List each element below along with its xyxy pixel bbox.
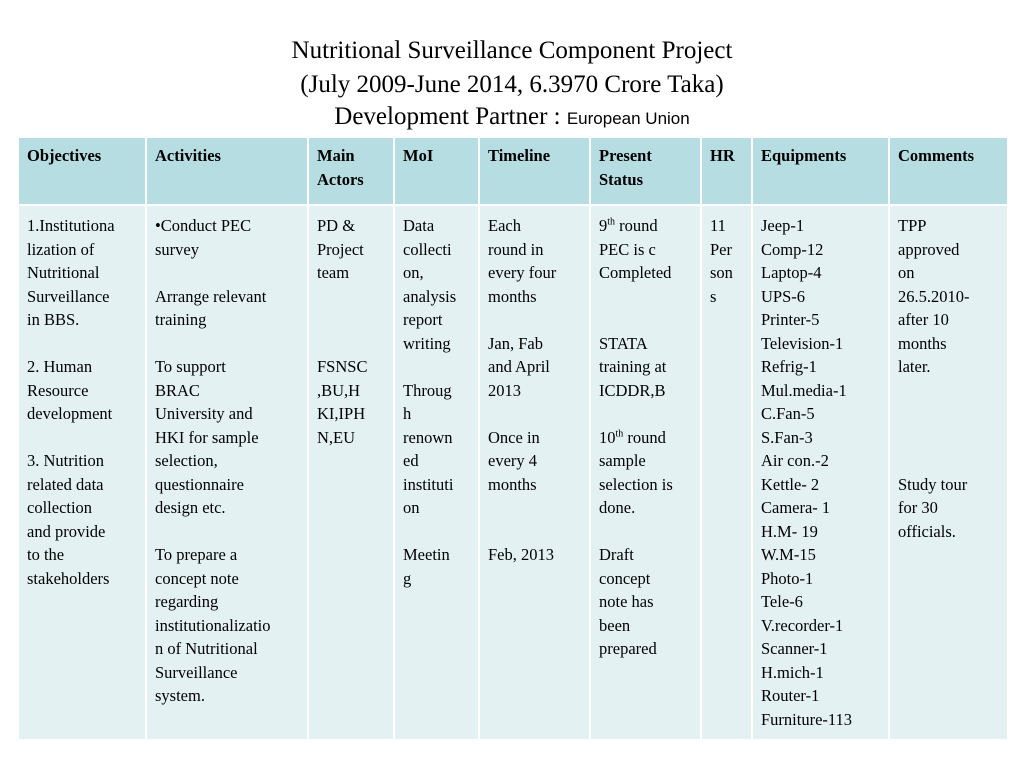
equipment-item: Photo-1 [761,568,814,588]
hr-line: 11 [710,216,726,235]
moi-line: renown [403,427,453,447]
hr-line: s [710,286,717,306]
equipment-item: C.Fan-5 [761,404,815,423]
header-objectives: Objectives [18,137,146,205]
timeline-line: round in [488,239,544,259]
status-line: selection is [599,474,673,494]
objective-line: collection [27,498,93,517]
objective-line: Resource [27,380,89,400]
equipment-item: Router-1 [761,686,820,705]
cell-comments [889,205,1008,740]
cell-hr [701,205,752,740]
status-line: been [599,615,631,635]
comment-line: months [898,333,947,353]
status-ordinal: 9 [599,216,608,235]
comment-line: TPP [898,216,927,235]
actor-line: PD & [317,216,356,235]
header-present-status: Present Status [590,137,701,205]
equipment-item: S.Fan-3 [761,427,813,447]
activity-line: system. [155,686,205,705]
title-line-1: Nutritional Surveillance Component Project [291,37,733,64]
title-line-2: (July 2009-June 2014, 6.3970 Crore Taka) [300,71,724,98]
status-line [599,214,692,238]
activity-line: training [155,310,207,329]
comment-line: 26.5.2010- [898,286,970,306]
moi-line: Data [403,216,435,235]
status-text: round [615,216,658,235]
moi-line: h [403,404,412,423]
activity-line: questionnaire [155,474,244,494]
cell-present-status [590,205,701,740]
status-line: Completed [599,263,672,282]
timeline-line: months [488,286,537,306]
objective-line: 3. Nutrition [27,451,104,470]
equipment-item: Kettle- 2 [761,474,820,494]
status-line: ICDDR,B [599,380,666,400]
activity-line: HKI for sample [155,427,259,447]
moi-line: report [403,310,443,329]
objective-line: Surveillance [27,286,110,306]
objective-line: 2. Human [27,357,93,376]
timeline-line: Once in [488,427,540,447]
cell-timeline [479,205,590,740]
status-ordinal: 10 [599,427,616,447]
equipment-item: H.mich-1 [761,662,824,682]
comment-line: officials. [898,521,956,541]
equipment-item: Tele-6 [761,592,803,611]
activity-line: BRAC [155,380,200,400]
moi-line: ed [403,451,419,470]
development-partner-label: Development Partner : [334,103,567,130]
objective-line: lization of [27,239,95,259]
moi-line: collecti [403,239,452,259]
equipment-item: Laptop-4 [761,263,822,282]
comment-line: Study tour [898,474,968,494]
objective-line: development [27,404,113,423]
activity-line: n of Nutritional [155,639,258,658]
equipment-item: UPS-6 [761,286,806,306]
timeline-line: every four [488,263,557,282]
hr-line: Per [710,239,732,259]
cell-moi [394,205,479,740]
equipment-item: Camera- 1 [761,498,831,517]
status-line: sample [599,451,646,470]
cell-main-actors [308,205,394,740]
moi-line: g [403,568,412,588]
header-activities: Activities [146,137,308,205]
timeline-line: 2013 [488,380,521,400]
equipment-item: Furniture-113 [761,709,853,729]
cell-equipments [752,205,889,740]
objective-line: Nutritional [27,263,100,282]
equipment-item: Scanner-1 [761,639,828,658]
actor-line: N,EU [317,427,356,447]
comment-line: on [898,263,915,282]
timeline-line: and April [488,357,550,376]
equipment-item: Television-1 [761,333,844,353]
comment-line: later. [898,357,931,376]
comment-line: for 30 [898,498,938,517]
moi-line: Meetin [403,545,450,564]
moi-line: on [403,498,420,517]
ordinal-suffix: th [607,216,616,228]
timeline-line: every 4 [488,451,538,470]
activity-line: To support [155,357,226,376]
objective-line: 1.Institutiona [27,216,115,235]
actor-line: KI,IPH [317,404,366,423]
equipment-item: W.M-15 [761,545,816,564]
status-line: PEC is c [599,239,656,259]
objective-line: to the [27,545,65,564]
equipment-item: H.M- 19 [761,521,818,541]
objective-line: and provide [27,521,106,541]
header-equipments: Equipments [752,137,889,205]
activity-line: To prepare a [155,545,238,564]
hr-line: son [710,263,733,282]
activity-line: Arrange relevant [155,286,267,306]
status-line: note has [599,592,654,611]
moi-line: on, [403,263,424,282]
status-line [599,426,692,450]
status-line: done. [599,498,636,517]
actor-line: team [317,263,350,282]
objective-line: related data [27,474,104,494]
objective-line: stakeholders [27,568,110,588]
cell-objectives [18,205,146,740]
equipment-item: Comp-12 [761,239,824,259]
activity-line: design etc. [155,498,226,517]
equipment-item: Air con.-2 [761,451,829,470]
development-partner-value: European Union [566,109,690,128]
equipment-item: Printer-5 [761,310,820,329]
status-line: training at [599,357,667,376]
moi-line: Throug [403,380,452,400]
comment-line: approved [898,239,960,259]
activity-line: •Conduct PEC [155,216,252,235]
objective-line: in BBS. [27,310,80,329]
status-text: round [623,427,666,447]
header-moi: MoI [394,137,479,205]
equipment-item: Mul.media-1 [761,380,847,400]
activity-line: University and [155,404,253,423]
project-table [17,136,1009,741]
header-timeline: Timeline [479,137,590,205]
header-hr: HR [701,137,752,205]
activity-line: regarding [155,592,219,611]
status-line: concept [599,568,651,588]
actor-line: FSNSC [317,357,368,376]
activity-line: survey [155,239,199,259]
ordinal-suffix: th [615,428,624,439]
table-row [18,205,1008,740]
header-comments: Comments [889,137,1008,205]
timeline-line: months [488,474,537,494]
equipment-item: V.recorder-1 [761,615,844,635]
moi-line: instituti [403,474,454,494]
timeline-line: Feb, 2013 [488,545,554,564]
timeline-line: Jan, Fab [488,333,543,353]
timeline-line: Each [488,216,521,235]
activity-line: concept note [155,568,239,588]
activity-line: selection, [155,451,218,470]
header-row [18,137,1008,205]
title-block [0,34,1024,134]
status-line: prepared [599,639,657,658]
actor-line: Project [317,239,364,259]
moi-line: writing [403,333,451,353]
moi-line: analysis [403,286,457,306]
cell-activities [146,205,308,740]
equipment-item: Refrig-1 [761,357,817,376]
comment-line: after 10 [898,310,949,329]
equipment-item: Jeep-1 [761,216,805,235]
status-line: STATA [599,333,648,353]
activity-line: Surveillance [155,662,238,682]
header-main-actors: Main Actors [308,137,394,205]
status-line: Draft [599,545,634,564]
title-line-3 [0,102,1024,134]
activity-line: institutionalizatio [155,615,271,635]
actor-line: ,BU,H [317,380,361,400]
